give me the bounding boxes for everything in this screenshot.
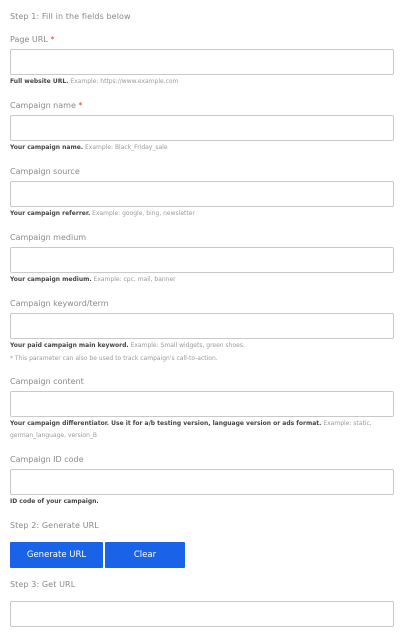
campaign-keyword-help <box>10 340 394 352</box>
generate-url-button[interactable]: Generate URL <box>10 542 103 568</box>
campaign-medium-help-example: Example: cpc, mail, banner <box>91 276 176 283</box>
campaign-medium-label: Campaign medium <box>10 233 87 242</box>
campaign-content-help <box>10 418 394 442</box>
step-3-heading: Step 3: Get URL <box>10 580 76 589</box>
campaign-source-label: Campaign source <box>10 167 80 176</box>
campaign-name-input[interactable] <box>10 115 394 141</box>
required-mark: * <box>50 35 55 44</box>
page-url-label <box>10 35 54 44</box>
campaign-content-input[interactable] <box>10 391 394 417</box>
required-mark: * <box>78 101 83 110</box>
page-url-help-example: Example: https://www.example.com <box>68 78 179 85</box>
clear-button[interactable]: Clear <box>105 542 185 568</box>
campaign-keyword-label: Campaign keyword/term <box>10 299 109 308</box>
campaign-content-help-bold: Your campaign differentiator. Use it for a/b testing version, language version or ads format. <box>10 420 322 427</box>
campaign-id-help <box>10 496 394 508</box>
campaign-name-label <box>10 101 82 110</box>
campaign-content-label: Campaign content <box>10 377 84 386</box>
page-url-help <box>10 76 394 88</box>
campaign-id-input[interactable] <box>10 469 394 495</box>
page-url-help-bold: Full website URL. <box>10 78 69 85</box>
campaign-id-help-bold: ID code of your campaign. <box>10 498 99 505</box>
campaign-medium-help <box>10 274 394 286</box>
page-url-input[interactable] <box>10 49 394 75</box>
campaign-keyword-input[interactable] <box>10 313 394 339</box>
campaign-name-help-bold: Your campaign name. <box>10 144 84 151</box>
page-url-label-text: Page URL <box>10 35 48 44</box>
campaign-name-help <box>10 142 394 154</box>
campaign-keyword-note: * This parameter can also be used to track campaign's call-to-action. <box>10 355 218 362</box>
campaign-name-help-example: Example: Black_Friday_sale <box>83 144 168 151</box>
campaign-keyword-help-example: Example: Small widgets, green shoes. <box>128 342 245 349</box>
step-2-heading: Step 2: Generate URL <box>10 521 99 530</box>
campaign-source-input[interactable] <box>10 181 394 207</box>
campaign-content-help-example: Example: static, german_language, version_B <box>10 420 372 439</box>
campaign-medium-input[interactable] <box>10 247 394 273</box>
campaign-source-help-bold: Your campaign referrer. <box>10 210 91 217</box>
campaign-source-help-example: Example: google, bing, newsletter <box>90 210 195 217</box>
campaign-name-label-text: Campaign name <box>10 101 76 110</box>
campaign-source-help <box>10 208 394 220</box>
campaign-keyword-help-bold: Your paid campaign main keyword. <box>10 342 129 349</box>
step-1-heading: Step 1: Fill in the fields below <box>10 12 131 21</box>
result-url-field[interactable] <box>10 601 394 627</box>
campaign-medium-help-bold: Your campaign medium. <box>10 276 92 283</box>
campaign-id-label: Campaign ID code <box>10 455 84 464</box>
